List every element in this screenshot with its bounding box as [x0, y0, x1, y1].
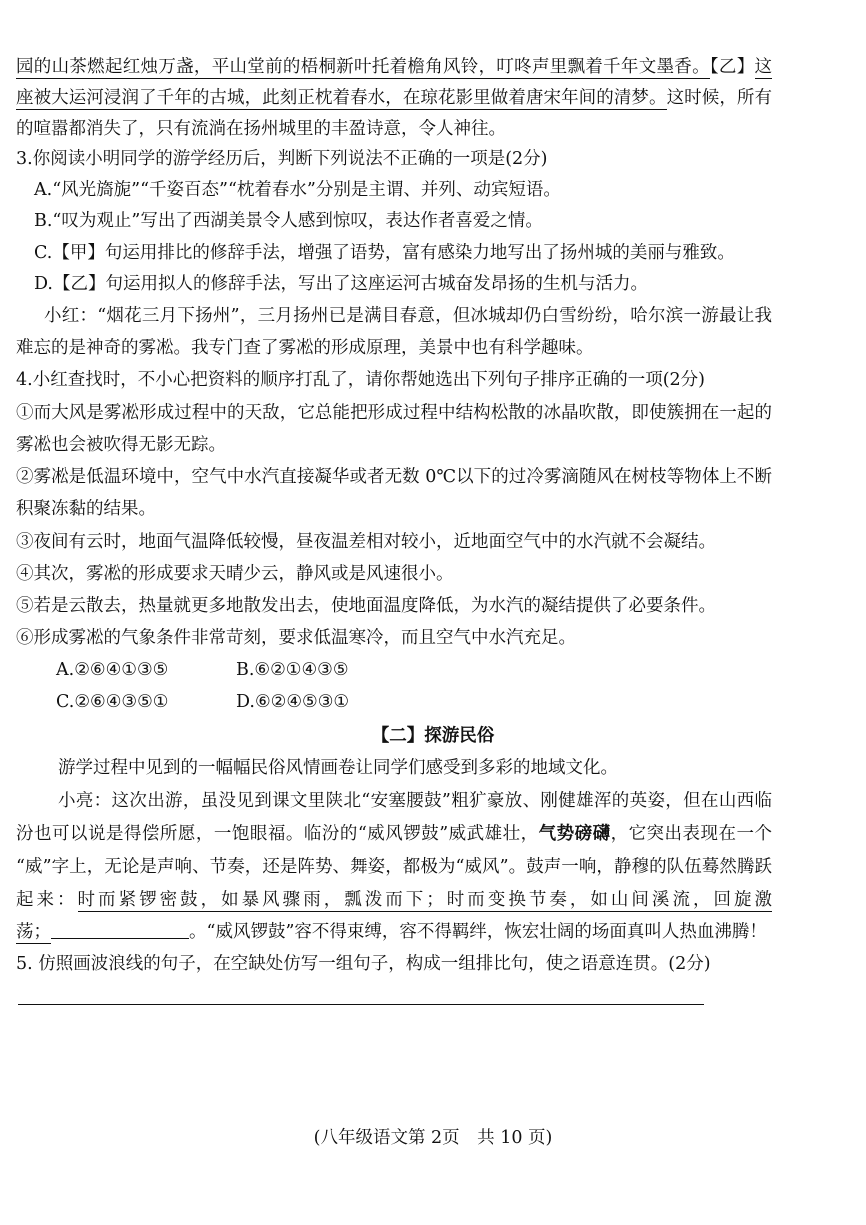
question-3-option-b: B.“叹为观止”写出了西湖美景令人感到惊叹，表达作者喜爱之情。 — [34, 211, 543, 231]
marker-yi: 【乙】 — [709, 57, 755, 77]
question-4-sentence-4: ④其次，雾凇的形成要求天晴少云，静风或是风速很小。 — [16, 564, 454, 584]
passage-text: 这时候，所有 — [666, 88, 773, 108]
xiaoliang-text: ，它突出表现在一个 — [610, 824, 773, 844]
passage-line-1 — [16, 55, 772, 79]
underlined-sentence-yi-start: 这 — [754, 57, 773, 77]
question-5-stem: 5. 仿照画波浪线的句子，在空缺处仿写一组句子，构成一组排比句，使之语意连贯。(2分) — [16, 954, 711, 974]
page-footer: (八年级语文第 2页 共 10 页) — [313, 1128, 553, 1148]
underlined-sentence-jia: 园的山茶燃起红烛万盏，平山堂前的梧桐新叶托着檐角风铃，叮咚声里飘着千年文墨香。 — [16, 57, 710, 77]
xiaoliang-text: 起来： — [16, 890, 78, 910]
question-4-sentence-5: ⑤若是云散去，热量就更多地散发出去，使地面温度降低，为水汽的凝结提供了必要条件。 — [16, 596, 716, 616]
xiaoliang-text: 汾也可以说是得偿所愿，一饱眼福。临汾的“威风锣鼓”威武雄壮， — [16, 824, 539, 844]
passage-line-3: 的喧嚣都消失了，只有流淌在扬州城里的丰盈诗意，令人神往。 — [16, 119, 506, 139]
section-2-title: 【二】探游民俗 — [371, 726, 495, 746]
question-4-option-c: C.②⑥④③⑤① — [56, 692, 169, 712]
question-4-sentence-3: ③夜间有云时，地面气温降低较慢，昼夜温差相对较小，近地面空气中的水汽就不会凝结。 — [16, 532, 716, 552]
section-2-intro: 游学过程中见到的一幅幅民俗风情画卷让同学们感受到多彩的地域文化。 — [58, 758, 618, 778]
xiaoliang-bold-phrase: 气势磅礴 — [538, 824, 611, 844]
xiaoliang-text: 。“威风锣鼓”容不得束缚，容不得羁绊，恢宏壮阔的场面真叫人热血沸腾！ — [189, 922, 767, 942]
question-4-sentence-1-cont: 雾凇也会被吹得无影无踪。 — [16, 435, 226, 455]
passage-line-2 — [16, 86, 772, 110]
question-4-option-d: D.⑥②④⑤③① — [236, 692, 350, 712]
xiaohong-line-1: 小红：“烟花三月下扬州”，三月扬州已是满目春意，但冰城却仍白雪纷纷，哈尔滨一游最让我 — [44, 306, 772, 326]
question-3-option-d: D.【乙】句运用拟人的修辞手法，写出了这座运河古城奋发昂扬的生机与活力。 — [34, 274, 648, 294]
xiaohong-line-2: 难忘的是神奇的雾凇。我专门查了雾凇的形成原理，美景中也有科学趣味。 — [16, 338, 594, 358]
answer-line[interactable] — [18, 1004, 704, 1005]
question-4-stem: 4.小红查找时，不小心把资料的顺序打乱了，请你帮她选出下列句子排序正确的一项(2分) — [16, 370, 705, 390]
wavy-underlined-sentence-end: 荡； — [16, 922, 51, 942]
question-3-stem: 3.你阅读小明同学的游学经历后，判断下列说法不正确的一项是(2分) — [16, 149, 548, 169]
question-4-sentence-2-cont: 积聚冻黏的结果。 — [16, 499, 156, 519]
xiaoliang-line-5 — [16, 920, 767, 944]
question-3-option-c: C.【甲】句运用排比的修辞手法，增强了语势，富有感染力地写出了扬州城的美丽与雅致。 — [34, 243, 735, 263]
question-3-option-a: A.“风光旖旎”“千姿百态”“枕着春水”分别是主谓、并列、动宾短语。 — [34, 180, 561, 200]
xiaoliang-line-2 — [16, 822, 772, 846]
question-4-option-b: B.⑥②①④③⑤ — [236, 660, 349, 680]
fill-in-blank[interactable] — [51, 920, 189, 939]
question-4-sentence-1: ①而大风是雾凇形成过程中的天敌，它总能把形成过程中结构松散的冰晶吹散，即使簇拥在一起的 — [16, 403, 772, 423]
question-4-sentence-2: ②雾凇是低温环境中，空气中水汽直接凝华或者无数 0℃以下的过冷雾滴随风在树枝等物体上不断 — [16, 467, 772, 487]
xiaoliang-line-1: 小亮：这次出游，虽没见到课文里陕北“安塞腰鼓”粗犷豪放、刚健雄浑的英姿，但在山西临 — [58, 791, 772, 811]
xiaoliang-line-4 — [16, 888, 772, 912]
xiaoliang-line-3: “威”字上，无论是声响、节奏，还是阵势、舞姿，都极为“威风”。鼓声一响，静穆的队伍蓦然腾跃 — [16, 857, 772, 877]
wavy-underlined-sentence: 时而紧锣密鼓，如暴风骤雨，瓢泼而下；时而变换节奏，如山间溪流，回旋激 — [77, 890, 773, 910]
question-4-sentence-6: ⑥形成雾凇的气象条件非常苛刻，要求低温寒冷，而且空气中水汽充足。 — [16, 628, 576, 648]
question-4-option-a: A.②⑥④①③⑤ — [56, 660, 169, 680]
underlined-sentence-yi: 座被大运河浸润了千年的古城，此刻正枕着春水，在琼花影里做着唐宋年间的清梦。 — [16, 88, 667, 108]
